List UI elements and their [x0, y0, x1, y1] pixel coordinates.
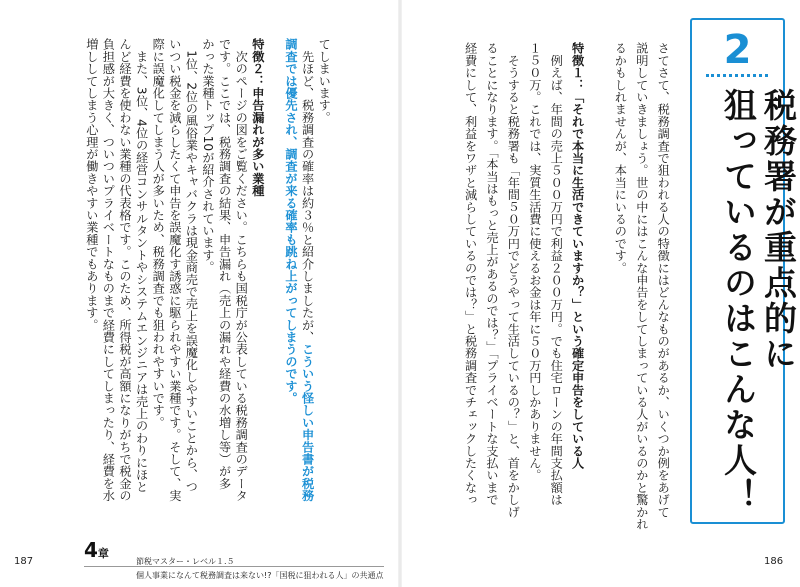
left-body-line-13: [119, 38, 131, 502]
left-body-line-14: [102, 38, 114, 502]
right-body-line-3: [614, 42, 626, 274]
left-body-line-10-run-1: いつい税金を減らしたくて申告を誤魔化す誘惑に駆られやすい業種です。そして、実: [167, 38, 182, 502]
right-body-line-6: [550, 42, 562, 506]
left-body-line-11-run-1: 際に誤魔化してしまう人が多いため、税務調査でも狙われやすいです。: [151, 38, 166, 429]
right-body-line-10: [464, 42, 476, 506]
right-body-line-5: [571, 42, 583, 469]
left-body-line-9-run-1: 1位、2位の風俗業やキャバクラは現金商売で売上を誤魔化しやすいことから、つ: [184, 38, 199, 493]
left-body-line-2-run-1: 先ほど、税務調査の確率は約３％と紹介しましたが、: [300, 38, 315, 343]
right-body-line-3-run-1: るかもしれませんが、本当にいるのです。: [613, 42, 628, 274]
chapter-title-line-2: 狙っているのはこんな人！: [719, 88, 758, 514]
chapter-marker-suffix: 章: [97, 547, 109, 560]
footer-subtitle: 個人事業になんて税務調査は来ない!?「国税に狙われる人」の共通点: [136, 571, 384, 580]
right-body-line-1-run-1: さてさて、税務調査で狙われる人の特徴にはどんなものがあるか、いくつか例をあげて: [656, 42, 671, 518]
left-body-line-15: [86, 38, 98, 331]
right-body-line-10-run-1: 経費にして、利益をワザと減らしているのでは？」と税務調査でチェックしたくなっ: [463, 42, 478, 506]
right-body-line-1: [657, 42, 669, 518]
left-body-line-5: [252, 38, 264, 197]
left-body-line-8-run-1: かった業種トップ10が紹介されています。: [201, 38, 215, 274]
left-body-line-7: [218, 38, 230, 489]
left-body-line-12-run-1: また、3位、4位の経営コンサルタントやシステムエンジニアは売上のわりにほと: [134, 38, 149, 493]
right-body-line-5-run-1: 特徴１：「それで本当に生活できていますか？」という確定申告をしている人: [570, 42, 585, 469]
chapter-marker-number: 4: [84, 538, 98, 562]
left-body-line-1-run-1: てしまいます。: [317, 38, 332, 124]
left-body-line-12: [135, 38, 147, 493]
right-body-line-8-run-1: そうすると税務署も「年間５０万円でどうやって生活しているの？」と、首をかしげ: [506, 42, 521, 518]
footer-series: 節税マスター・レベル１.５: [136, 557, 235, 566]
left-body-line-6-run-1: 次のページの図をご覧ください。こちらも国税庁が公表している税務調査のデータ: [234, 38, 249, 502]
left-body-line-9: [185, 38, 197, 493]
right-body-line-7: [529, 42, 541, 481]
left-body-line-15-run-1: 増ししてしまう心理が働きやすい業種でもあります。: [84, 38, 99, 331]
left-body-line-6: [235, 38, 247, 502]
chapter-title: [718, 88, 798, 514]
right-body-line-2: [636, 42, 648, 530]
chapter-dotted-divider: [706, 74, 768, 77]
right-body-line-2-run-1: 説明していきましょう。世の中にはこんな申告をしてしまっている人がいるのかと驚かれ: [634, 42, 649, 530]
chapter-marker: [84, 538, 109, 562]
left-body-line-3: [285, 38, 297, 404]
right-body-line-9: [486, 42, 498, 506]
left-body-line-2: [301, 38, 313, 502]
left-body-line-7-run-1: です。ここでは、税務調査の結果、申告漏れ（売上の漏れや経費の水増し等）が多: [217, 38, 232, 490]
chapter-title-line-1: 税務署が重点的に: [759, 88, 798, 372]
right-body-line-8: [507, 42, 519, 518]
left-page-number: 187: [14, 556, 34, 567]
left-body-line-5-run-1: 特徴２：申告漏れが多い業種: [250, 38, 265, 197]
left-body-line-2-run-2: こういう怪しい申告書が税務: [300, 343, 315, 502]
right-body-line-7-run-1: １５０万。これでは、実質生活費に使えるお金は年に５０万円しかありません。: [527, 42, 542, 482]
right-page-number: 186: [764, 556, 784, 567]
left-body-line-14-run-1: 負担感が大きく、ついついプライベートなものまで経費にしてしまったり、経費を水: [101, 38, 116, 502]
right-body-line-9-run-1: ることになります。「本当はもっと売上があるのでは？」「プライベートな支払いまで: [485, 42, 499, 506]
right-body-line-6-run-1: 例えば、年間の売上５００万円で利益２００万円。でも住宅ローンの年間支払額は: [549, 42, 564, 506]
left-body-line-1: [318, 38, 330, 123]
left-body-line-10: [169, 38, 181, 502]
book-spine: [398, 0, 402, 587]
left-body-line-13-run-1: んど経費を使わない業種の代表格です。このため、所得税が高額になりがちで税金の: [118, 38, 132, 502]
left-body-line-11: [152, 38, 164, 428]
chapter-number: 2: [723, 27, 752, 73]
left-body-line-3-run-1: 調査では優先され、調査が来る確率も跳ね上がってしまうのです。: [284, 38, 298, 404]
left-body-line-8: [202, 38, 214, 273]
